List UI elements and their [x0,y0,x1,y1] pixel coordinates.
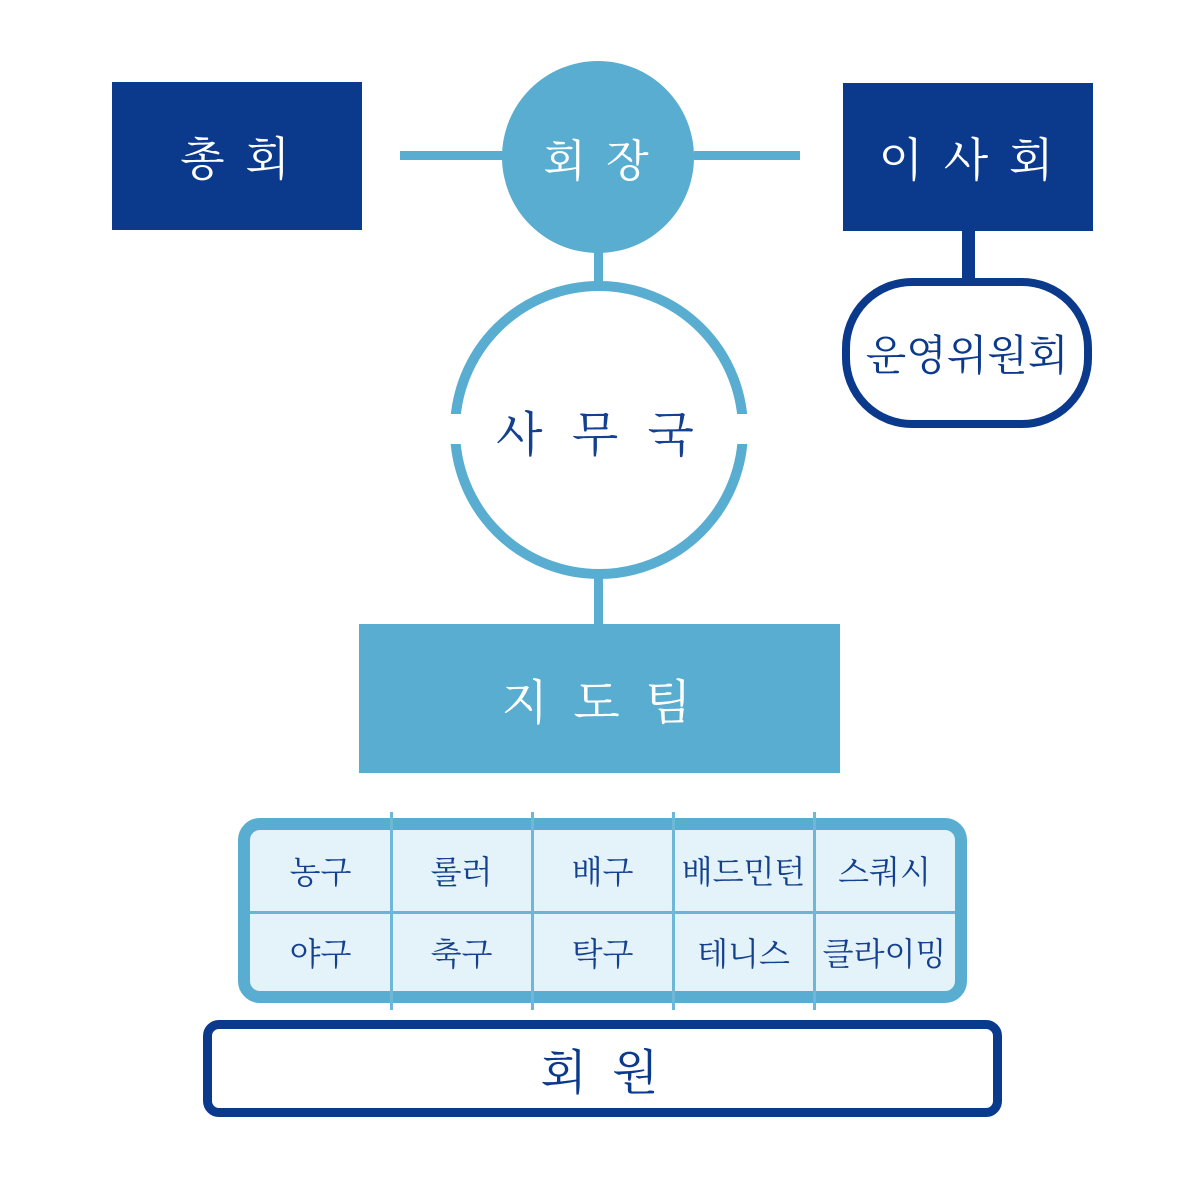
node-guidance-team [359,624,840,773]
sports-cell-climbing: 클라이밍 [814,911,955,992]
node-general-assembly [112,82,362,230]
sports-cell-roller: 롤러 [430,854,493,891]
sports-cell-volleyball: 배구 [571,854,634,891]
sports-cell-squash: 스쿼시 [838,854,931,891]
table-column-divider [531,812,534,1010]
table-column-divider [813,812,816,1010]
node-steering-committee [842,278,1092,428]
sports-cell-baseball: 야구 [250,911,391,992]
connector-president-secretariat [594,251,603,285]
table-column-divider [672,812,675,1010]
connector-secretariat-team [594,577,603,626]
node-president-label: 회 장 [543,137,653,186]
connector-board-steering [962,231,975,280]
connector-assembly-president [400,151,503,160]
sports-cell-tabletennis: 탁구 [532,911,673,992]
node-general-assembly-label: 총 회 [180,133,294,185]
sports-cell-basketball: 농구 [289,854,352,891]
node-members-label: 회 원 [540,1047,665,1100]
sports-cell-tennis: 테니스 [673,911,814,992]
node-members [203,1020,1002,1117]
node-secretariat [450,281,748,579]
node-board-of-directors [843,83,1093,231]
sports-cell-badminton: 배드민턴 [681,854,806,891]
secretariat-border-gap-left [444,414,466,444]
secretariat-border-gap-right [732,414,754,444]
sports-table [238,818,967,1003]
table-column-divider [390,812,393,1010]
node-secretariat-label: 사 무 국 [496,408,702,462]
node-board-of-directors-label: 이 사 회 [878,134,1058,186]
node-steering-committee-label: 운영위원회 [865,332,1069,379]
sports-cell-soccer: 축구 [391,911,532,992]
node-guidance-team-label: 지 도 팀 [501,677,698,730]
connector-president-board [694,151,800,160]
sports-table-grid [250,830,955,991]
node-president [502,61,694,253]
